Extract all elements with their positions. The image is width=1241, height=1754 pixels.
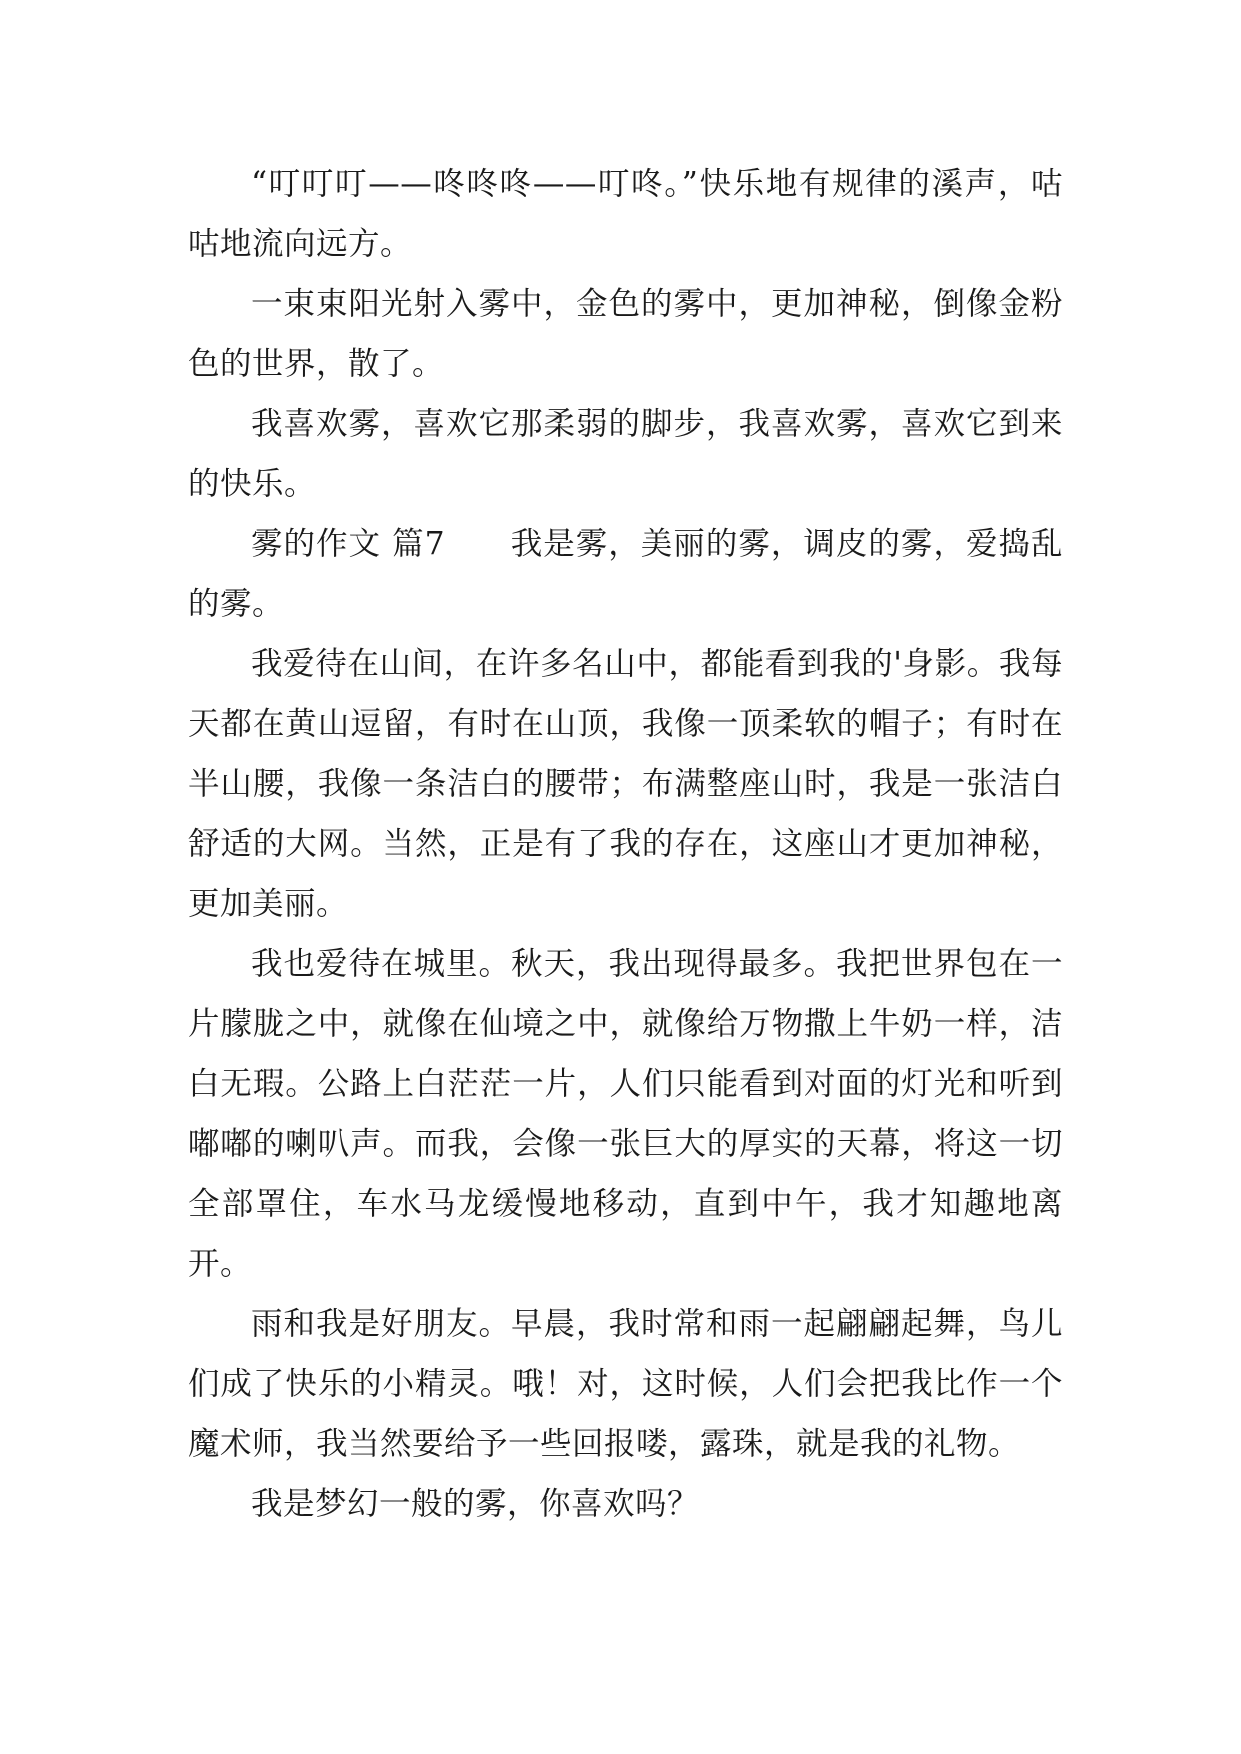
paragraph-sunlight: 一束束阳光射入雾中，金色的雾中，更加神秘，倒像金粉色的世界，散了。 bbox=[188, 286, 1063, 382]
paragraph-rain-friend: 雨和我是好朋友。早晨，我时常和雨一起翩翩起舞，鸟儿们成了快乐的小精灵。哦！对，这时候，人们会把我比作一个魔术师，我当然要给予一些回报喽，露珠，就是我的礼物。 bbox=[188, 1306, 1063, 1462]
paragraph-city: 我也爱待在城里。秋天，我出现得最多。我把世界包在一片朦胧之中，就像在仙境之中，就像给万物撒上牛奶一样，洁白无瑕。公路上白茫茫一片，人们只能看到对面的灯光和听到嘟嘟的喇叭声。而我，会像一张巨大的厚实的天幕，将这一切全部罩住，车水马龙缓慢地移动，直到中午，我才知趣地离开。 bbox=[188, 946, 1063, 1282]
paragraph-mountains: 我爱待在山间，在许多名山中，都能看到我的'身影。我每天都在黄山逗留，有时在山顶，我像一顶柔软的帽子；有时在半山腰，我像一条洁白的腰带；布满整座山时，我是一张洁白舒适的大网。当然，正是有了我的存在，这座山才更加神秘，更加美丽。 bbox=[188, 646, 1063, 922]
paragraph-stream-sound: “叮叮叮——咚咚咚——叮咚。”快乐地有规律的溪声，咕咕地流向远方。 bbox=[188, 166, 1063, 262]
paragraph-essay-7-intro: 雾的作文 篇7 我是雾，美丽的雾，调皮的雾，爱捣乱的雾。 bbox=[188, 526, 1063, 622]
paragraph-closing-question: 我是梦幻一般的雾，你喜欢吗？ bbox=[251, 1486, 700, 1522]
document-page bbox=[188, 154, 1063, 1534]
paragraph-i-like-fog: 我喜欢雾，喜欢它那柔弱的脚步，我喜欢雾，喜欢它到来的快乐。 bbox=[188, 406, 1063, 502]
